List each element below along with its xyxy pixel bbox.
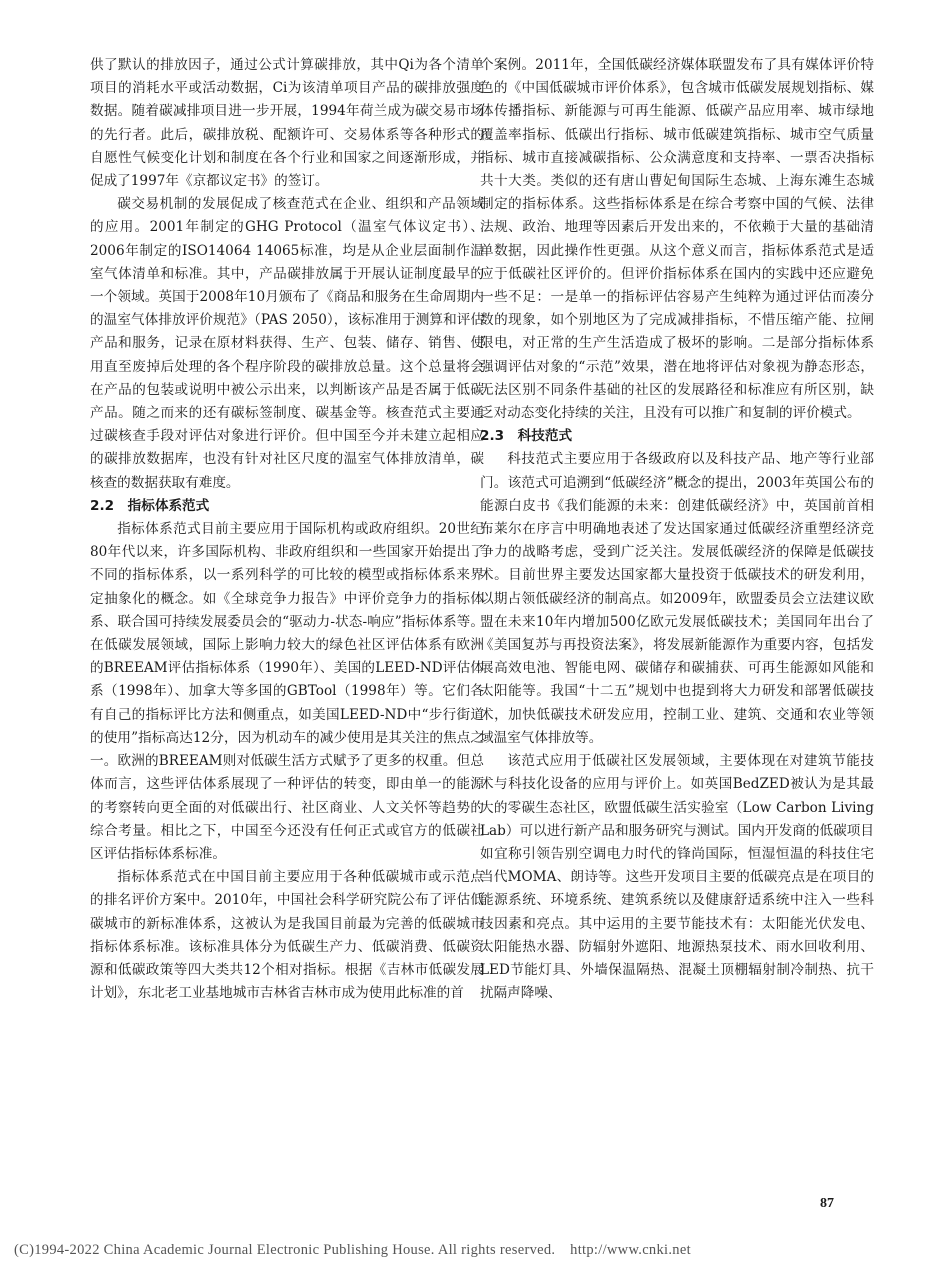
body-paragraph: 指标体系范式在中国目前主要应用于各种低碳城市或示范点的排名评价方案中。2010年，中国社会科学研究院公布了评估低碳城市的新标准体系，这被认为是我国目前最为完善的低碳城市指标体系标准。该标准具体分为低碳生产力、低碳消费、低碳资源和低碳政策等四大类共12个相对指标。根据《吉林市低碳发展计划》，东北老工业基地城市吉林省吉林市成为使用此标准的首 bbox=[90, 869, 484, 1002]
page-number: 87 bbox=[820, 1196, 834, 1211]
body-paragraph: 该范式应用于低碳社区发展领域，主要体现在对建筑节能技术与科技化设备的应用与评价上。如英国BedZED被认为是其最大的零碳生态社区，欧盟低碳生活实验室（Low Carbon Living Lab）可以进行新产品和服务研究与测试。国内开发商的低碳项目如宜称引领告别空调电力时代的锋尚国际，恒湿恒温的科技住宅当代MOMA、朗诗等。这些开发项目主要的低碳亮点是在项目的能源系统、环境系统、建筑系统以及健康舒适系统中注入一些科技因素和亮点。其中运用的主要节能技术有：太阳能光伏发电、太阳能热水器、防辐射外遮阳、地源热泵技术、雨水回收利用、LED节能灯具、外墙保温隔热、混凝土顶棚辐射制冷制热、抗干扰隔声降噪、 bbox=[480, 753, 874, 1002]
body-paragraph: 科技范式主要应用于各级政府以及科技产品、地产等行业部门。该范式可追溯到“低碳经济”概念的提出，2003年英国公布的能源白皮书《我们能源的未来：创建低碳经济》中，英国前首相布莱尔在序言中明确地表述了发达国家通过低碳经济重塑经济竞争力的战略考虑，受到广泛关注。发展低碳经济的保障是低碳技术。目前世界主要发达国家都大量投资于低碳技术的研发利用，以期占领低碳经济的制高点。如2009年，欧盟委员会立法建议欧盟在未来10年内增加500亿欧元发展低碳技术；美国同年出台了《美国复苏与再投资法案》，将发展新能源作为重要内容，包括发展高效电池、智能电网、碳储存和碳捕获、可再生能源如风能和太阳能等。我国“十二五”规划中也提到将大力研发和部署低碳技术，加快低碳技术研发应用，控制工业、建筑、交通和农业等领域温室气体排放等。 bbox=[480, 451, 874, 746]
body-paragraph: 碳交易机制的发展促成了核查范式在企业、组织和产品领域的应用。2001年制定的GHG Protocol（温室气体议定书）、2006年制定的ISO14064 14065标准，均是从企业层面制作温室气体清单和标准。其中，产品碳排放属于开展认证制度最早的一个领域。英国于2008年10月颁布了《商品和服务在生命周期内的温室气体排放评价规范》（PAS 2050），该标准用于测算和评估产品和服务，记录在原材料获得、生产、包装、储存、销售、使用直至废掉后处理的各个程序阶段的碳排放总量。这个总量将会在产品的包装或说明中被公示出来，以判断该产品是否属于低碳产品。随之而来的还有碳标签制度、碳基金等。核查范式主要通过碳核查手段对评估对象进行评价。但中国至今并未建立起相应的碳排放数据库，也没有针对社区尺度的温室气体排放清单，碳核查的数据获取有难度。 bbox=[90, 196, 484, 491]
body-paragraph: 个案例。2011年，全国低碳经济媒体联盟发布了具有媒体评价特色的《中国低碳城市评价体系》，包含城市低碳发展规划指标、媒体传播指标、新能源与可再生能源、低碳产品应用率、城市绿地覆盖率指标、低碳出行指标、城市低碳建筑指标、城市空气质量指标、城市直接减碳指标、公众满意度和支持率、一票否决指标共十大类。类似的还有唐山曹妃甸国际生态城、上海东滩生态城制定的指标体系。这些指标体系是在综合考察中国的气候、法律法规、政治、地理等因素后开发出来的，不依赖于大量的基础清单数据，因此操作性更强。从这个意义而言，指标体系范式是适应于低碳社区评价的。但评价指标体系在国内的实践中还应避免一些不足：一是单一的指标评估容易产生纯粹为通过评估而凑分数的现象，如个别地区为了完成减排指标，不惜压缩产能、拉闸限电，对正常的生产生活造成了极坏的影响。二是部分指标体系强调评估对象的“示范”效果，潜在地将评估对象视为静态形态，无法区别不同条件基础的社区的发展路径和标准应有所区别，缺乏对动态变化持续的关注，且没有可以推广和复制的评价模式。 bbox=[480, 57, 874, 422]
copyright-footer: (C)1994-2022 China Academic Journal Electronic Publishing House. All rights reserved. http://www.cnki.net bbox=[14, 1242, 691, 1258]
section-heading-2-2: 2.2 指标体系范式 bbox=[90, 497, 210, 514]
section-heading-2-3: 2.3 科技范式 bbox=[480, 428, 573, 445]
body-paragraph: 供了默认的排放因子，通过公式计算碳排放，其中Qi为各个清单项目的消耗水平或活动数据，Ci为该清单项目产品的碳排放强度数据。随着碳减排项目进一步开展，1994年荷兰成为碳交易市场的先行者。此后，碳排放税、配额许可、交易体系等各种形式的自愿性气候变化计划和制度在各个行业和国家之间逐渐形成，并促成了1997年《京都议定书》的签订。 bbox=[90, 57, 484, 190]
right-column bbox=[480, 54, 874, 1005]
left-column bbox=[90, 54, 484, 1005]
body-paragraph: 指标体系范式目前主要应用于国际机构或政府组织。20世纪80年代以来，许多国际机构、非政府组织和一些国家开始提出了不同的指标体系，以一系列科学的可比较的模型或指标体系来界定抽象化的概念。如《全球竞争力报告》中评价竞争力的指标体系、联合国可持续发展委员会的“驱动力-状态-响应”指标体系等。在低碳发展领域，国际上影响力较大的绿色社区评估体系有欧洲的BREEAM评估指标体系（1990年）、美国的LEED-ND评估体系（1998年）、加拿大等多国的GBTool（1998年）等。它们各有自己的指标评比方法和侧重点，如美国LEED-ND中“步行街道的使用”指标高达12分，因为机动车的减少使用是其关注的焦点之一。欧洲的BREEAM则对低碳生活方式赋予了更多的权重。但总体而言，这些评估体系展现了一种评估的转变，即由单一的能源的考察转向更全面的对低碳出行、社区商业、人文关怀等趋势的综合考量。相比之下，中国至今还没有任何正式或官方的低碳社区评估指标体系标准。 bbox=[90, 521, 484, 862]
